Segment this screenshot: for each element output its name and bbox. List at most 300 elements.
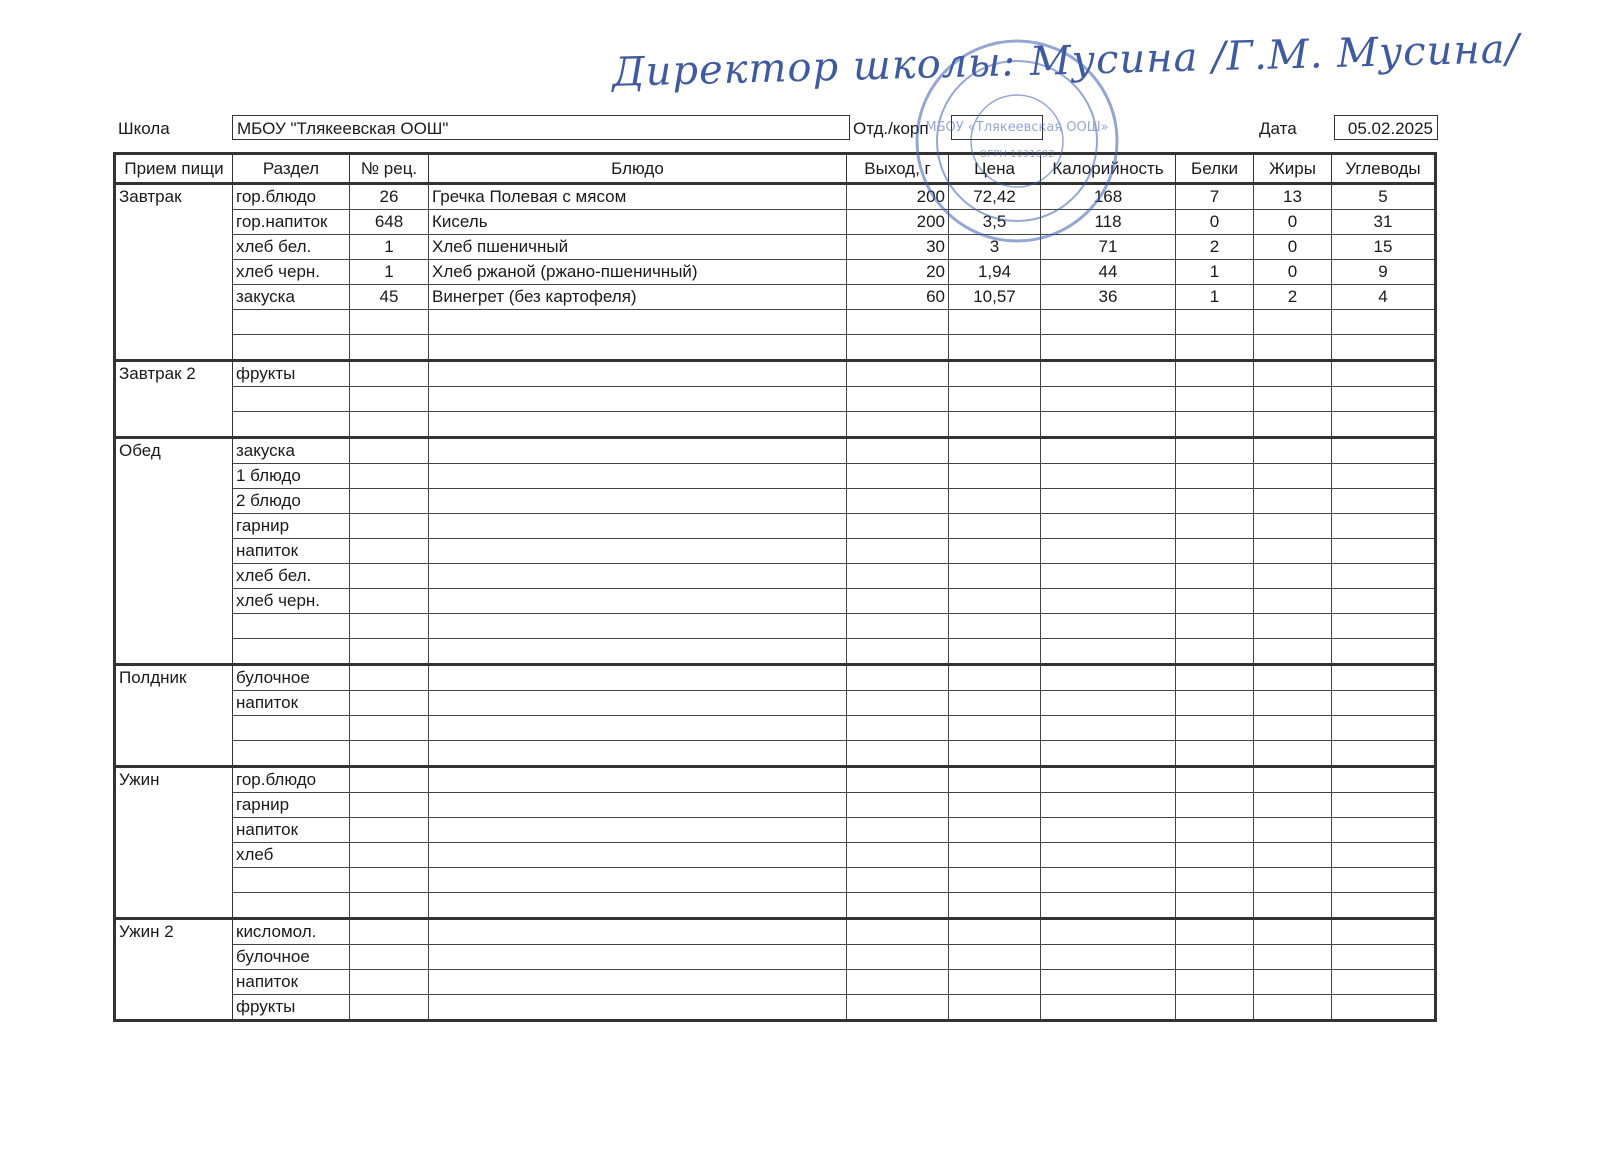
dept-label: Отд./корп [853, 119, 929, 138]
table-row [115, 691, 1436, 716]
cell-yield [847, 919, 949, 945]
cell-carbs [1332, 639, 1436, 665]
cell-recipe [350, 489, 429, 514]
cell-dish [429, 893, 847, 919]
cell-section: напиток [233, 970, 350, 995]
cell-yield [847, 767, 949, 793]
cell-yield [847, 614, 949, 639]
cell-price [949, 665, 1041, 691]
cell-yield [847, 639, 949, 665]
cell-yield [847, 310, 949, 335]
cell-price [949, 970, 1041, 995]
cell-dish [429, 665, 847, 691]
cell-protein [1176, 716, 1254, 741]
cell-dish [429, 514, 847, 539]
cell-fat [1254, 464, 1332, 489]
cell-protein [1176, 767, 1254, 793]
cell-protein: 1 [1176, 285, 1254, 310]
table-row [115, 310, 1436, 335]
cell-yield [847, 387, 949, 412]
cell-dish [429, 691, 847, 716]
cell-dish [429, 614, 847, 639]
cell-recipe [350, 665, 429, 691]
cell-price [949, 818, 1041, 843]
cell-price [949, 387, 1041, 412]
cell-kcal [1041, 995, 1176, 1021]
cell-price [949, 868, 1041, 893]
cell-kcal [1041, 412, 1176, 438]
cell-recipe [350, 767, 429, 793]
cell-section [233, 868, 350, 893]
cell-kcal [1041, 919, 1176, 945]
cell-price [949, 361, 1041, 387]
cell-protein [1176, 539, 1254, 564]
table-row [115, 438, 1436, 464]
cell-fat [1254, 741, 1332, 767]
cell-section: хлеб бел. [233, 235, 350, 260]
cell-protein [1176, 564, 1254, 589]
cell-carbs [1332, 665, 1436, 691]
cell-dish [429, 818, 847, 843]
cell-carbs [1332, 919, 1436, 945]
table-row [115, 235, 1436, 260]
cell-yield [847, 438, 949, 464]
cell-fat [1254, 335, 1332, 361]
table-row [115, 639, 1436, 665]
cell-recipe [350, 868, 429, 893]
cell-section: хлеб черн. [233, 260, 350, 285]
cell-section: закуска [233, 285, 350, 310]
cell-fat: 0 [1254, 210, 1332, 235]
cell-yield [847, 741, 949, 767]
cell-protein [1176, 514, 1254, 539]
cell-yield: 20 [847, 260, 949, 285]
director-signature: Директор школы: Мусина /Г.М. Мусина/ [611, 26, 1521, 96]
cell-protein: 2 [1176, 235, 1254, 260]
cell-dish [429, 361, 847, 387]
cell-fat [1254, 767, 1332, 793]
cell-carbs [1332, 412, 1436, 438]
cell-recipe [350, 893, 429, 919]
cell-protein [1176, 970, 1254, 995]
table-row [115, 335, 1436, 361]
cell-kcal: 36 [1041, 285, 1176, 310]
cell-section [233, 335, 350, 361]
cell-section: напиток [233, 691, 350, 716]
table-row [115, 868, 1436, 893]
cell-kcal [1041, 868, 1176, 893]
cell-carbs [1332, 464, 1436, 489]
cell-fat [1254, 412, 1332, 438]
cell-meal: Ужин 2 [115, 919, 233, 1021]
cell-recipe [350, 310, 429, 335]
cell-recipe [350, 464, 429, 489]
table-row [115, 539, 1436, 564]
cell-section: булочное [233, 665, 350, 691]
cell-price [949, 767, 1041, 793]
cell-protein: 1 [1176, 260, 1254, 285]
cell-meal: Полдник [115, 665, 233, 767]
cell-recipe [350, 970, 429, 995]
cell-fat [1254, 893, 1332, 919]
cell-yield [847, 665, 949, 691]
cell-dish [429, 843, 847, 868]
cell-carbs [1332, 741, 1436, 767]
header-row [115, 154, 1436, 184]
cell-section: хлеб [233, 843, 350, 868]
cell-dish [429, 741, 847, 767]
cell-price [949, 793, 1041, 818]
cell-dish [429, 412, 847, 438]
table-row [115, 945, 1436, 970]
cell-recipe: 26 [350, 184, 429, 210]
cell-meal: Завтрак [115, 184, 233, 361]
cell-protein [1176, 868, 1254, 893]
col-header-yield: Выход, г [847, 154, 949, 184]
cell-kcal [1041, 614, 1176, 639]
cell-carbs [1332, 387, 1436, 412]
cell-yield [847, 489, 949, 514]
cell-kcal [1041, 514, 1176, 539]
cell-price [949, 514, 1041, 539]
cell-kcal [1041, 387, 1176, 412]
cell-price: 72,42 [949, 184, 1041, 210]
cell-carbs [1332, 691, 1436, 716]
cell-dish [429, 767, 847, 793]
cell-yield [847, 995, 949, 1021]
table-row [115, 285, 1436, 310]
cell-carbs [1332, 970, 1436, 995]
dept-field [951, 115, 1043, 140]
cell-section: гор.блюдо [233, 767, 350, 793]
cell-fat [1254, 818, 1332, 843]
cell-recipe: 1 [350, 260, 429, 285]
cell-protein [1176, 843, 1254, 868]
cell-recipe: 648 [350, 210, 429, 235]
cell-protein [1176, 310, 1254, 335]
cell-protein [1176, 438, 1254, 464]
cell-dish [429, 945, 847, 970]
cell-fat [1254, 387, 1332, 412]
cell-kcal [1041, 564, 1176, 589]
cell-meal: Ужин [115, 767, 233, 919]
cell-yield [847, 589, 949, 614]
cell-recipe [350, 818, 429, 843]
col-header-price: Цена [949, 154, 1041, 184]
cell-dish: Хлеб ржаной (ржано-пшеничный) [429, 260, 847, 285]
cell-fat [1254, 614, 1332, 639]
cell-recipe [350, 995, 429, 1021]
cell-fat: 2 [1254, 285, 1332, 310]
cell-yield [847, 564, 949, 589]
cell-recipe [350, 335, 429, 361]
cell-dish [429, 387, 847, 412]
table-row [115, 995, 1436, 1021]
cell-protein [1176, 412, 1254, 438]
cell-section: закуска [233, 438, 350, 464]
cell-section: гор.напиток [233, 210, 350, 235]
cell-recipe [350, 639, 429, 665]
cell-recipe [350, 539, 429, 564]
cell-fat [1254, 716, 1332, 741]
cell-section: хлеб черн. [233, 589, 350, 614]
table-row [115, 970, 1436, 995]
cell-price [949, 489, 1041, 514]
cell-price: 3,5 [949, 210, 1041, 235]
cell-yield: 200 [847, 184, 949, 210]
table-row [115, 767, 1436, 793]
school-label: Школа [118, 119, 170, 138]
cell-recipe [350, 614, 429, 639]
menu-table [113, 152, 1437, 1022]
cell-recipe [350, 514, 429, 539]
date-label: Дата [1259, 119, 1297, 138]
cell-price: 3 [949, 235, 1041, 260]
table-row [115, 464, 1436, 489]
cell-recipe [350, 793, 429, 818]
cell-fat [1254, 564, 1332, 589]
cell-kcal [1041, 945, 1176, 970]
cell-price [949, 843, 1041, 868]
cell-carbs: 5 [1332, 184, 1436, 210]
cell-fat [1254, 843, 1332, 868]
cell-section: напиток [233, 818, 350, 843]
cell-fat [1254, 919, 1332, 945]
cell-kcal: 168 [1041, 184, 1176, 210]
cell-carbs [1332, 995, 1436, 1021]
cell-protein [1176, 741, 1254, 767]
cell-fat [1254, 361, 1332, 387]
cell-fat [1254, 995, 1332, 1021]
cell-kcal [1041, 893, 1176, 919]
cell-yield [847, 464, 949, 489]
cell-section: хлеб бел. [233, 564, 350, 589]
cell-carbs [1332, 539, 1436, 564]
table-row [115, 514, 1436, 539]
cell-carbs [1332, 945, 1436, 970]
cell-yield [847, 818, 949, 843]
table-row [115, 387, 1436, 412]
table-row [115, 716, 1436, 741]
cell-yield: 200 [847, 210, 949, 235]
cell-recipe [350, 691, 429, 716]
school-field: МБОУ "Тлякеевская ООШ" [232, 115, 850, 140]
cell-yield [847, 539, 949, 564]
cell-section: гарнир [233, 514, 350, 539]
cell-carbs: 15 [1332, 235, 1436, 260]
cell-section: фрукты [233, 995, 350, 1021]
cell-fat: 0 [1254, 235, 1332, 260]
cell-kcal [1041, 438, 1176, 464]
cell-section: 2 блюдо [233, 489, 350, 514]
cell-protein: 0 [1176, 210, 1254, 235]
cell-protein [1176, 387, 1254, 412]
cell-yield [847, 716, 949, 741]
cell-recipe: 1 [350, 235, 429, 260]
cell-section: гор.блюдо [233, 184, 350, 210]
cell-fat [1254, 868, 1332, 893]
col-header-section: Раздел [233, 154, 350, 184]
table-row [115, 412, 1436, 438]
cell-price [949, 639, 1041, 665]
cell-kcal [1041, 464, 1176, 489]
cell-fat [1254, 514, 1332, 539]
cell-kcal: 118 [1041, 210, 1176, 235]
cell-recipe [350, 919, 429, 945]
cell-kcal: 71 [1041, 235, 1176, 260]
cell-price [949, 310, 1041, 335]
cell-dish [429, 464, 847, 489]
cell-section [233, 893, 350, 919]
cell-protein [1176, 793, 1254, 818]
cell-recipe [350, 843, 429, 868]
col-header-dish: Блюдо [429, 154, 847, 184]
cell-section [233, 614, 350, 639]
cell-meal: Завтрак 2 [115, 361, 233, 438]
table-row [115, 361, 1436, 387]
cell-carbs [1332, 614, 1436, 639]
cell-section [233, 639, 350, 665]
cell-yield: 60 [847, 285, 949, 310]
cell-dish: Хлеб пшеничный [429, 235, 847, 260]
cell-protein [1176, 919, 1254, 945]
cell-price: 10,57 [949, 285, 1041, 310]
cell-carbs [1332, 489, 1436, 514]
cell-recipe [350, 361, 429, 387]
cell-section [233, 412, 350, 438]
cell-protein [1176, 361, 1254, 387]
cell-dish [429, 868, 847, 893]
cell-kcal [1041, 539, 1176, 564]
cell-price [949, 945, 1041, 970]
cell-section: фрукты [233, 361, 350, 387]
cell-section [233, 387, 350, 412]
col-header-recipe: № рец. [350, 154, 429, 184]
cell-protein [1176, 665, 1254, 691]
cell-price: 1,94 [949, 260, 1041, 285]
cell-price [949, 539, 1041, 564]
cell-kcal [1041, 691, 1176, 716]
cell-section: напиток [233, 539, 350, 564]
cell-protein [1176, 818, 1254, 843]
cell-price [949, 438, 1041, 464]
cell-carbs: 9 [1332, 260, 1436, 285]
cell-protein [1176, 995, 1254, 1021]
cell-recipe [350, 741, 429, 767]
col-header-kcal: Калорийность [1041, 154, 1176, 184]
menu-body [115, 184, 1436, 1021]
cell-protein: 7 [1176, 184, 1254, 210]
stamp-org-text: МБОУ «Тлякеевская ООШ» [925, 120, 1109, 135]
cell-yield [847, 691, 949, 716]
cell-section [233, 310, 350, 335]
table-row [115, 919, 1436, 945]
cell-protein [1176, 589, 1254, 614]
cell-section: булочное [233, 945, 350, 970]
cell-kcal [1041, 741, 1176, 767]
cell-yield: 30 [847, 235, 949, 260]
cell-price [949, 716, 1041, 741]
cell-protein [1176, 691, 1254, 716]
cell-section: гарнир [233, 793, 350, 818]
cell-price [949, 464, 1041, 489]
table-row [115, 843, 1436, 868]
cell-carbs [1332, 361, 1436, 387]
cell-dish: Гречка Полевая с мясом [429, 184, 847, 210]
cell-dish [429, 335, 847, 361]
cell-dish: Кисель [429, 210, 847, 235]
col-header-meal: Прием пищи [115, 154, 233, 184]
cell-price [949, 335, 1041, 361]
cell-carbs [1332, 589, 1436, 614]
table-row [115, 665, 1436, 691]
cell-carbs [1332, 564, 1436, 589]
cell-yield [847, 843, 949, 868]
cell-dish [429, 310, 847, 335]
cell-price [949, 919, 1041, 945]
cell-kcal: 44 [1041, 260, 1176, 285]
cell-dish [429, 716, 847, 741]
cell-protein [1176, 893, 1254, 919]
cell-price [949, 564, 1041, 589]
cell-meal: Обед [115, 438, 233, 665]
cell-price [949, 614, 1041, 639]
cell-recipe [350, 589, 429, 614]
table-row [115, 589, 1436, 614]
cell-yield [847, 335, 949, 361]
table-row [115, 793, 1436, 818]
table-row [115, 489, 1436, 514]
cell-dish [429, 639, 847, 665]
cell-price [949, 741, 1041, 767]
cell-fat [1254, 310, 1332, 335]
date-field: 05.02.2025 [1334, 115, 1438, 140]
cell-price [949, 893, 1041, 919]
cell-fat [1254, 539, 1332, 564]
col-header-fat: Жиры [1254, 154, 1332, 184]
cell-section: кисломол. [233, 919, 350, 945]
cell-recipe [350, 564, 429, 589]
cell-price [949, 589, 1041, 614]
stamp-ogrn-text: ОГРН 1031692 [979, 149, 1055, 160]
cell-price [949, 995, 1041, 1021]
cell-dish [429, 489, 847, 514]
cell-dish [429, 970, 847, 995]
col-header-protein: Белки [1176, 154, 1254, 184]
cell-carbs [1332, 793, 1436, 818]
cell-kcal [1041, 665, 1176, 691]
cell-dish [429, 539, 847, 564]
cell-price [949, 691, 1041, 716]
cell-kcal [1041, 767, 1176, 793]
table-row [115, 184, 1436, 210]
cell-dish [429, 438, 847, 464]
cell-carbs [1332, 767, 1436, 793]
cell-dish [429, 995, 847, 1021]
table-row [115, 210, 1436, 235]
cell-kcal [1041, 489, 1176, 514]
cell-section [233, 741, 350, 767]
cell-kcal [1041, 970, 1176, 995]
cell-section [233, 716, 350, 741]
cell-price [949, 412, 1041, 438]
cell-dish: Винегрет (без картофеля) [429, 285, 847, 310]
cell-fat [1254, 665, 1332, 691]
cell-kcal [1041, 716, 1176, 741]
cell-fat [1254, 489, 1332, 514]
cell-yield [847, 893, 949, 919]
table-row [115, 260, 1436, 285]
